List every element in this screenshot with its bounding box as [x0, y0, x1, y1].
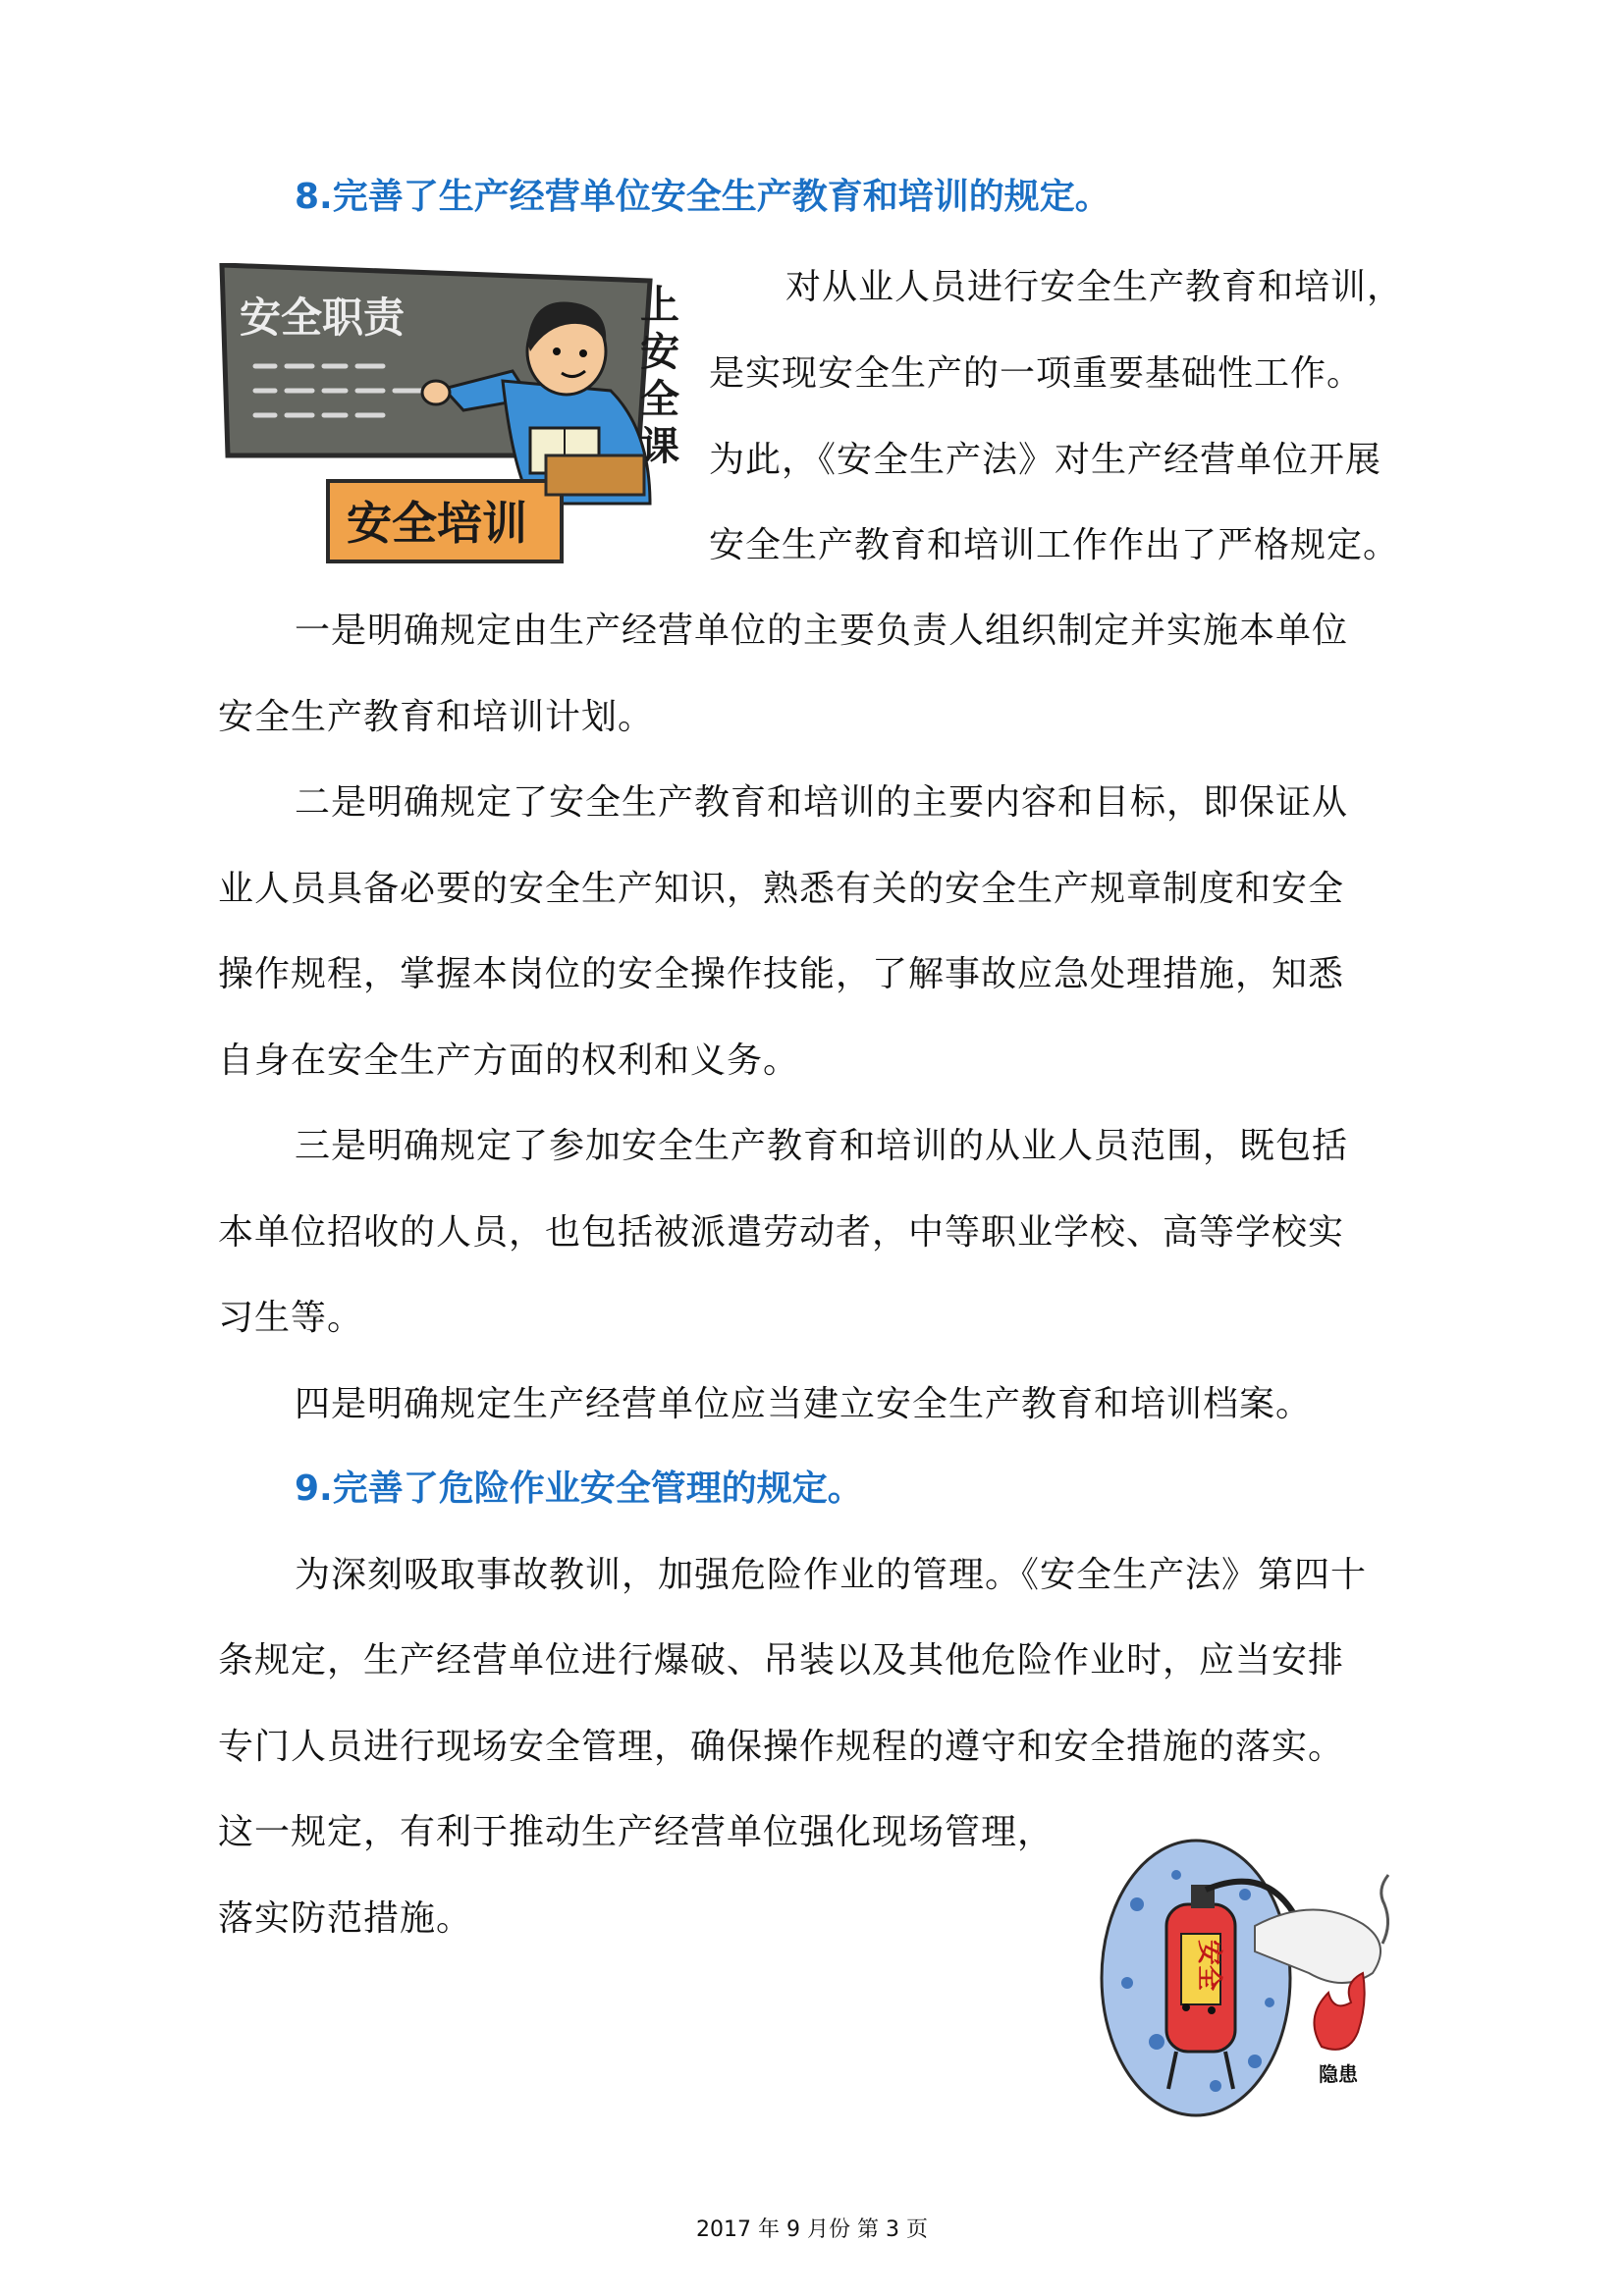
board-title: 安全职责: [240, 294, 406, 342]
vertical-caption: [640, 283, 679, 469]
section-8-heading: 8.完善了生产经营单位安全生产教育和培训的规定。: [295, 177, 1110, 217]
intro-line: 安全生产教育和培训工作作出了严格规定。: [709, 525, 1400, 565]
paragraph-line: 落实防范措施。: [218, 1898, 473, 1939]
paragraph-line: 条规定，生产经营单位进行爆破、吊装以及其他危险作业时，应当安排: [218, 1640, 1345, 1681]
section-9-heading: 9.完善了危险作业安全管理的规定。: [295, 1468, 863, 1509]
paragraph-line: 业人员具备必要的安全生产知识，熟悉有关的安全生产规章制度和安全: [218, 869, 1345, 909]
paragraph-line: 自身在安全生产方面的权利和义务。: [218, 1041, 800, 1081]
training-sign: [328, 455, 644, 561]
paragraph-line: 四是明确规定生产经营单位应当建立安全生产教育和培训档案。: [295, 1384, 1313, 1424]
intro-line: 对从业人员进行安全生产教育和培训，: [785, 267, 1404, 307]
fire-icon: [1314, 1973, 1364, 2050]
paragraph-line: 安全生产教育和培训计划。: [218, 697, 655, 737]
caption-char: 课: [640, 424, 679, 469]
fire-label: 隐患: [1319, 2062, 1358, 2086]
paragraph-line: 二是明确规定了安全生产教育和培训的主要内容和目标，即保证从: [295, 782, 1349, 823]
caption-char: 安: [640, 330, 679, 375]
caption-char: 全: [640, 377, 679, 422]
intro-line: 是实现安全生产的一项重要基础性工作。: [709, 353, 1364, 394]
paragraph-line: 本单位招收的人员，也包括被派遣劳动者，中等职业学校、高等学校实: [218, 1212, 1345, 1253]
extinguisher-illustration: [1098, 1836, 1414, 2120]
paragraph-line: 习生等。: [218, 1298, 364, 1338]
paragraph-line: 一是明确规定由生产经营单位的主要负责人组织制定并实施本单位: [295, 611, 1349, 651]
sign-text: 安全培训: [347, 497, 527, 550]
paragraph-line: 专门人员进行现场安全管理，确保操作规程的遵守和安全措施的落实。: [218, 1727, 1345, 1767]
classroom-illustration: [218, 263, 699, 569]
intro-line: 为此，《安全生产法》对生产经营单位开展: [709, 440, 1382, 480]
paragraph-line: 操作规程，掌握本岗位的安全操作技能，了解事故应急处理措施，知悉: [218, 954, 1345, 994]
caption-char: 上: [640, 283, 679, 328]
page-footer: 2017 年 9 月份 第 3 页: [696, 2217, 928, 2242]
extinguisher-label: 安全: [1194, 1939, 1223, 1992]
paragraph-line: 这一规定，有利于推动生产经营单位强化现场管理，: [218, 1812, 1055, 1852]
paragraph-line: 为深刻吸取事故教训，加强危险作业的管理。《安全生产法》第四十: [295, 1555, 1368, 1595]
paragraph-line: 三是明确规定了参加安全生产教育和培训的从业人员范围，既包括: [295, 1126, 1349, 1166]
